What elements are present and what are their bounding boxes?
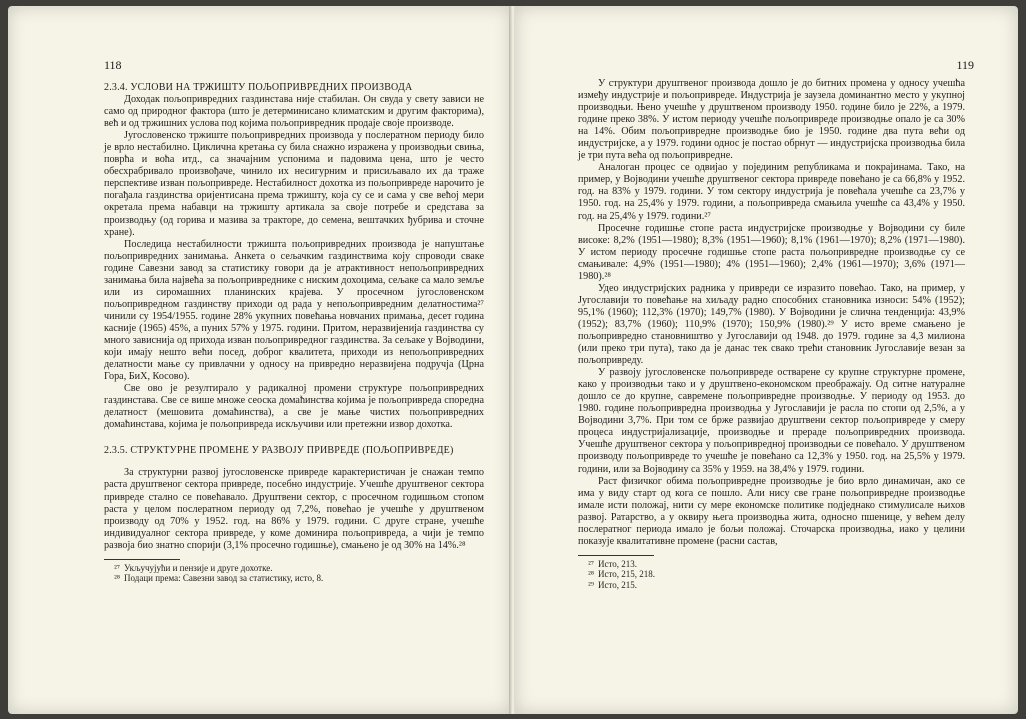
paragraph: Доходак пољопривредних газдинстава није стабилан. Он свуда у свету зависи не само од природног фактора (што је детерминисано климатским и другим факторима), већ и од тржишних услова под којима пољопривредник продаје своје производе. — [104, 94, 484, 130]
right-text-column — [578, 78, 965, 590]
paragraph: Раст физичког обима пољопривредне производње је био врло динамичан, ако се има у виду старт од кога се пошло. Али нису све гране пољопривредне производње имале исти положај, нити су мере економске политике подједнако стимулисале њихов развој. Ратарство, а у оквиру њега производња жита, односно пшенице, у већем делу послератног периода имало је бољи положај. Сточарска производња, иако у целини показује квалитативне промене (расни састав, — [578, 475, 965, 547]
footnote-rule — [104, 559, 180, 560]
paragraph: Аналоган процес се одвијао у појединим републикама и покрајинама. Тако, на пример, у Војводини учешће друштвеног сектора привреде повећано је са 66,8% у 1952. год. на 83% у 1979. години. У том сектору индустрија је повећала учешће са 23,7% у 1950. год. на 25,4% у 1979. години, а пољопривреда смањила учешће са 43,4% у 1950. год. на 25,4% у 1979. години.²⁷ — [578, 162, 965, 222]
footnote-text: Укључујући и пензије и друге дохотке. — [124, 562, 273, 573]
footnote-mark: ²⁸ — [588, 569, 594, 580]
footnote-mark: ²⁷ — [114, 562, 120, 573]
right-page — [515, 6, 1018, 714]
footnote — [578, 580, 965, 591]
left-page — [8, 6, 511, 714]
left-text-column — [104, 82, 484, 584]
page-number: 118 — [104, 58, 122, 72]
footnote — [104, 563, 484, 574]
footnote-mark: ²⁸ — [114, 573, 120, 584]
paragraph: У структури друштвеног производа дошло је до битних промена у односу учешћа између индустрије и пољопривреде. Индустрија је заузела доминантно место у укупној производњи. Њено учешће у друштвеном производу 1950. године било је 22%, а 1979. године преко 38%. У истом периоду учешће пољопривреде производње опало је са 30% на 14%. Обим пољопривредне производње био је 1950. године два пута већи од индустријске, а у 1979. години однос је постао обрнут — индустријска производња била је три пута већа од пољопривредне. — [578, 78, 965, 162]
footnote-text: Исто, 215, 218. — [598, 569, 656, 580]
section-heading: 2.3.4. УСЛОВИ НА ТРЖИШТУ ПОЉОПРИВРЕДНИХ ПРОИЗВОДА — [104, 82, 413, 93]
footnote — [578, 569, 965, 580]
footnote-mark: ²⁹ — [588, 579, 594, 590]
footnote-text: Исто, 213. — [598, 558, 638, 569]
paragraph: У развоју југословенске пољопривреде остварене су крупне структурне промене, како у производњи тако и у друштвено-економском преображају. Од ситне натуралне дошло се до крупне, савремене пољопривредне производње. У периоду од 1953. до 1980. године пољопривредна производња у Југославији је расла по стопи од 2,5%, а у Војводини 3,7%. При том се брже развијао друштвени сектор пољопривреде у смеру процеса индустријализације, производње и прераде пољопривредних производа. Учешће друштвеног сектора у пољопривредној производњи се повећало. У друштвеном производу пољопривреде то учешће је повећано са 12,3% у 1950. год. на 25,5% у 1979. години, или за Војводину са 35% у 1959. на 38,4% у 1979. години. — [578, 367, 965, 475]
footnote — [104, 573, 484, 584]
paragraph: Просечне годишње стопе раста индустријске производње у Војводини су биле високе: 8,2% (1951—1980); 8,3% (1951—1960); 8,1% (1961—1970); 8,2% (1971—1980). У истом периоду просечне годишње стопе раста пољопривредне производње су се смањивале: 4,9% (1951—1980); 4% (1951—1960); 2,4% (1961—1970); 3,6% (1971—1980).²⁸ — [578, 222, 965, 282]
footnote — [578, 559, 965, 570]
paragraph: Последица нестабилности тржишта пољопривредних производа је напуштање пољопривредних занимања. Анкета о сељачким газдинствима коју спроводи сваке године Савезни завод за статистику говори да је атрактивност непољопривредних занимања била највећа за пољопривреднике с ниским дохоцима, сељаке са мало земље или из сиромашних планинских крајева. У просечном југословенском пољопривредном газдинству приходи од рада у непољопривредним делатностима²⁷ чинили су 1954/1955. године 28% укупних повећања новчаних примања, десет година касније (1965) 45%, а пуних 57% у 1975. години. Притом, неразвијенија газдинства су много зависнија од прихода изван пољопривредног газдинства. За сељаке у Војводини, који имају нешто већи посед, доброг квалитета, приходи из непољопривредних делатности мање су привлачни у односу на привредно неразвијена подручја (Црна Гора, БиХ, Косово). — [104, 238, 484, 383]
paragraph: Све ово је резултирало у радикалној промени структуре пољопривредних газдинстава. Све се више множе сеоска домаћинства којима је пољопривреда споредна делатност (мешовита домаћинства), а све је мање чистих пољопривредних домаћинстава, којима је пољопривреда искључиви или претежни извор дохотка. — [104, 383, 484, 431]
paragraph: Југословенско тржиште пољопривредних производа у послератном периоду било је врло нестабилно. Циклична кретања су била снажно изражена у производњи свиња, поврћа и воћа итд., са значајним успонима и падовима цена, што је често обесхрабривало произвођаче, чинило их несигурним и присиљавало их да траже перспективе изван пољопривреде. Нестабилност дохотка из пољопривреде нарочито је погађала газдинства оријентисана према тржишту, која су се и сама у све већој мери окретала према набавци на тржишту артикала за своје потребе и средстава за производњу (од горива и мазива за тракторе, до семена, вештачких ђубрива и сточне хране). — [104, 130, 484, 238]
footnote-mark: ²⁷ — [588, 558, 594, 569]
page-number: 119 — [956, 58, 974, 72]
footnote-text: Подаци према: Савезни завод за статистику, исто, 8. — [124, 573, 324, 584]
paragraph: За структурни развој југословенске привреде карактеристичан је снажан темпо раста друштвеног сектора привреде, посебно индустрије. Учешће друштвеног сектора привреде стално се повећавало. Друштвени сектор, с просечном годишњом стопом раста у целом послератном периоду од 7,2%, повећао је учешће у друштвеном производу од 70% у 1952. год. на 86% у 1979. години. С друге стране, учешће индивидуалног сектора привреде, у коме доминира пољопривреда, а чији је темпо развоја био знатно спорији (3,1% просечно годишње), смањено је од 30% на 14%.²⁸ — [104, 467, 484, 551]
footnote-rule — [578, 555, 654, 556]
paragraph: Удео индустријских радника у привреди се изразито повећао. Тако, на пример, у Југославији то повећање на хиљаду радно способних становника износи: 54% (1952); 95,1% (1960); 112,3% (1970); 149,7% (1980). У Војводини је слична тенденција: 43,9% (1952); 83,7% (1960); 110,9% (1970); 150,9% (1980).²⁹ У исто време смањено је пољопривредно становништво у Југославији од 1948. до 1979. године за 4,3 милиона (или преко три пута), тако да је данас тек свако трећи становник Југославије везан за пољопривреду. — [578, 282, 965, 367]
footnote-text: Исто, 215. — [598, 579, 638, 590]
section-heading: 2.3.5. СТРУКТУРНЕ ПРОМЕНЕ У РАЗВОЈУ ПРИВРЕДЕ (ПОЉОПРИВРЕДЕ) — [104, 445, 454, 457]
